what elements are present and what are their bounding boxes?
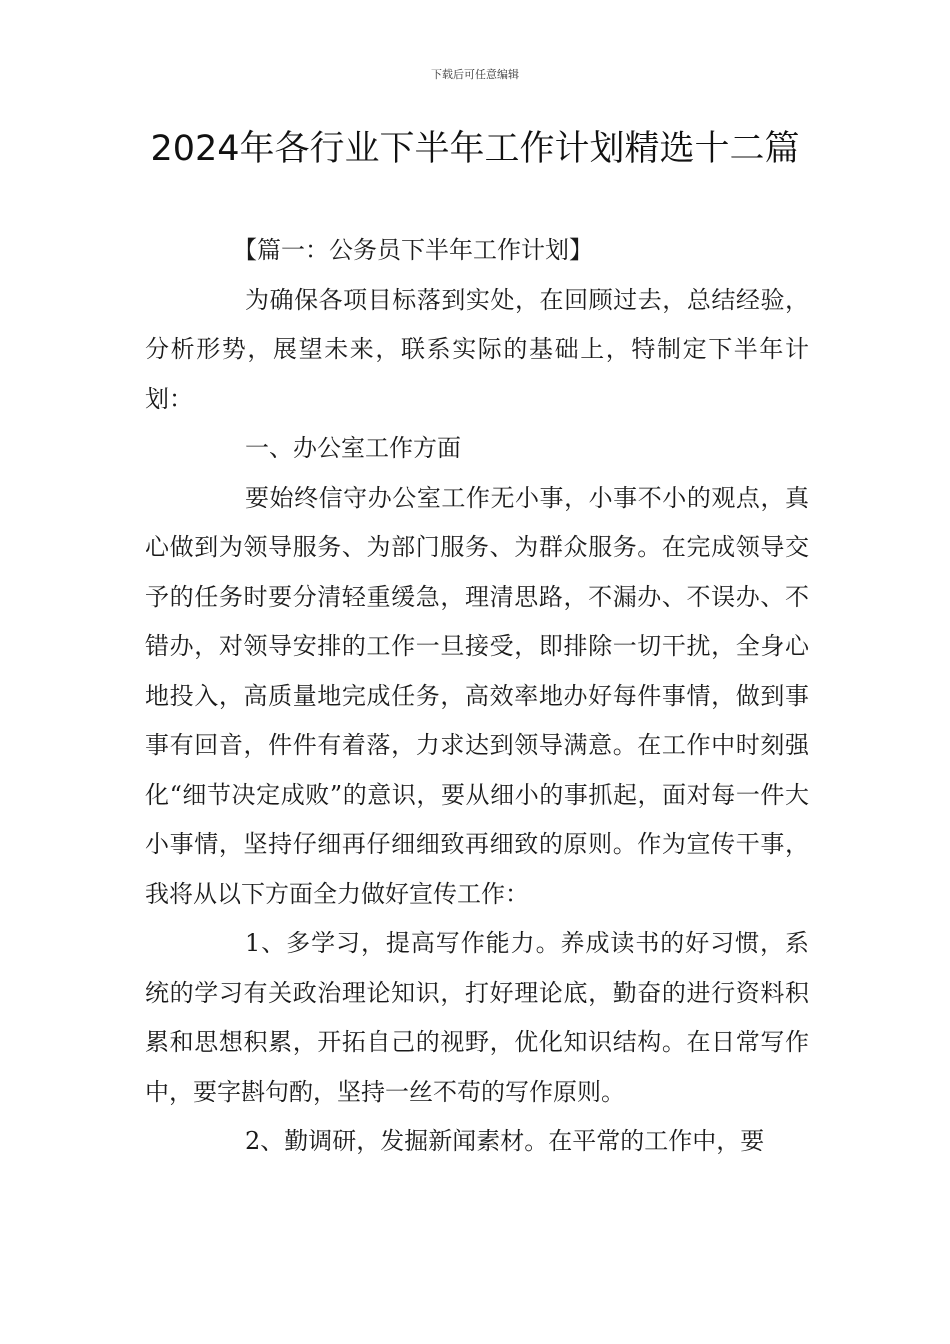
section-heading-office-work: 一、办公室工作方面 [245, 434, 461, 462]
paragraph-office-work: 要始终信守办公室工作无小事，小事不小的观点，真心做到为领导服务、为部门服务、为群众服务。在完成领导交予的任务时要分清轻重缓急，理清思路，不漏办、不误办、不错办，对领导安排的工作一旦接受，即排除一切干扰，全身心地投入，高质量地完成任务，高效率地办好每件事情，做到事事有回音，件件有着落，力求达到领导满意。在工作中时刻强化“细节决定成败”的意识，要从细小的事抓起，面对每一件大小事情，坚持仔细再仔细细致再细致的原则。作为宣传干事，我将从以下方面全力做好宣传工作： [145, 483, 809, 908]
paragraph-item-2: 2、勤调研，发掘新闻素材。在平常的工作中，要 [245, 1127, 765, 1155]
paragraph-intro: 为确保各项目标落到实处，在回顾过去，总结经验，分析形势，展望未来，联系实际的基础上，特制定下半年计划： [145, 285, 809, 413]
document-body [145, 226, 809, 1167]
page-header-note: 下载后可任意编辑 [431, 68, 519, 81]
document-title: 2024年各行业下半年工作计划精选十二篇 [150, 129, 800, 169]
paragraph-item-1: 1、多学习，提高写作能力。养成读书的好习惯，系统的学习有关政治理论知识，打好理论底，勤奋的进行资料积累和思想积累，开拓自己的视野，优化知识结构。在日常写作中，要字斟句酌，坚持一丝不苟的写作原则。 [145, 929, 809, 1106]
chapter-heading: 【篇一：公务员下半年工作计划】 [233, 236, 593, 264]
